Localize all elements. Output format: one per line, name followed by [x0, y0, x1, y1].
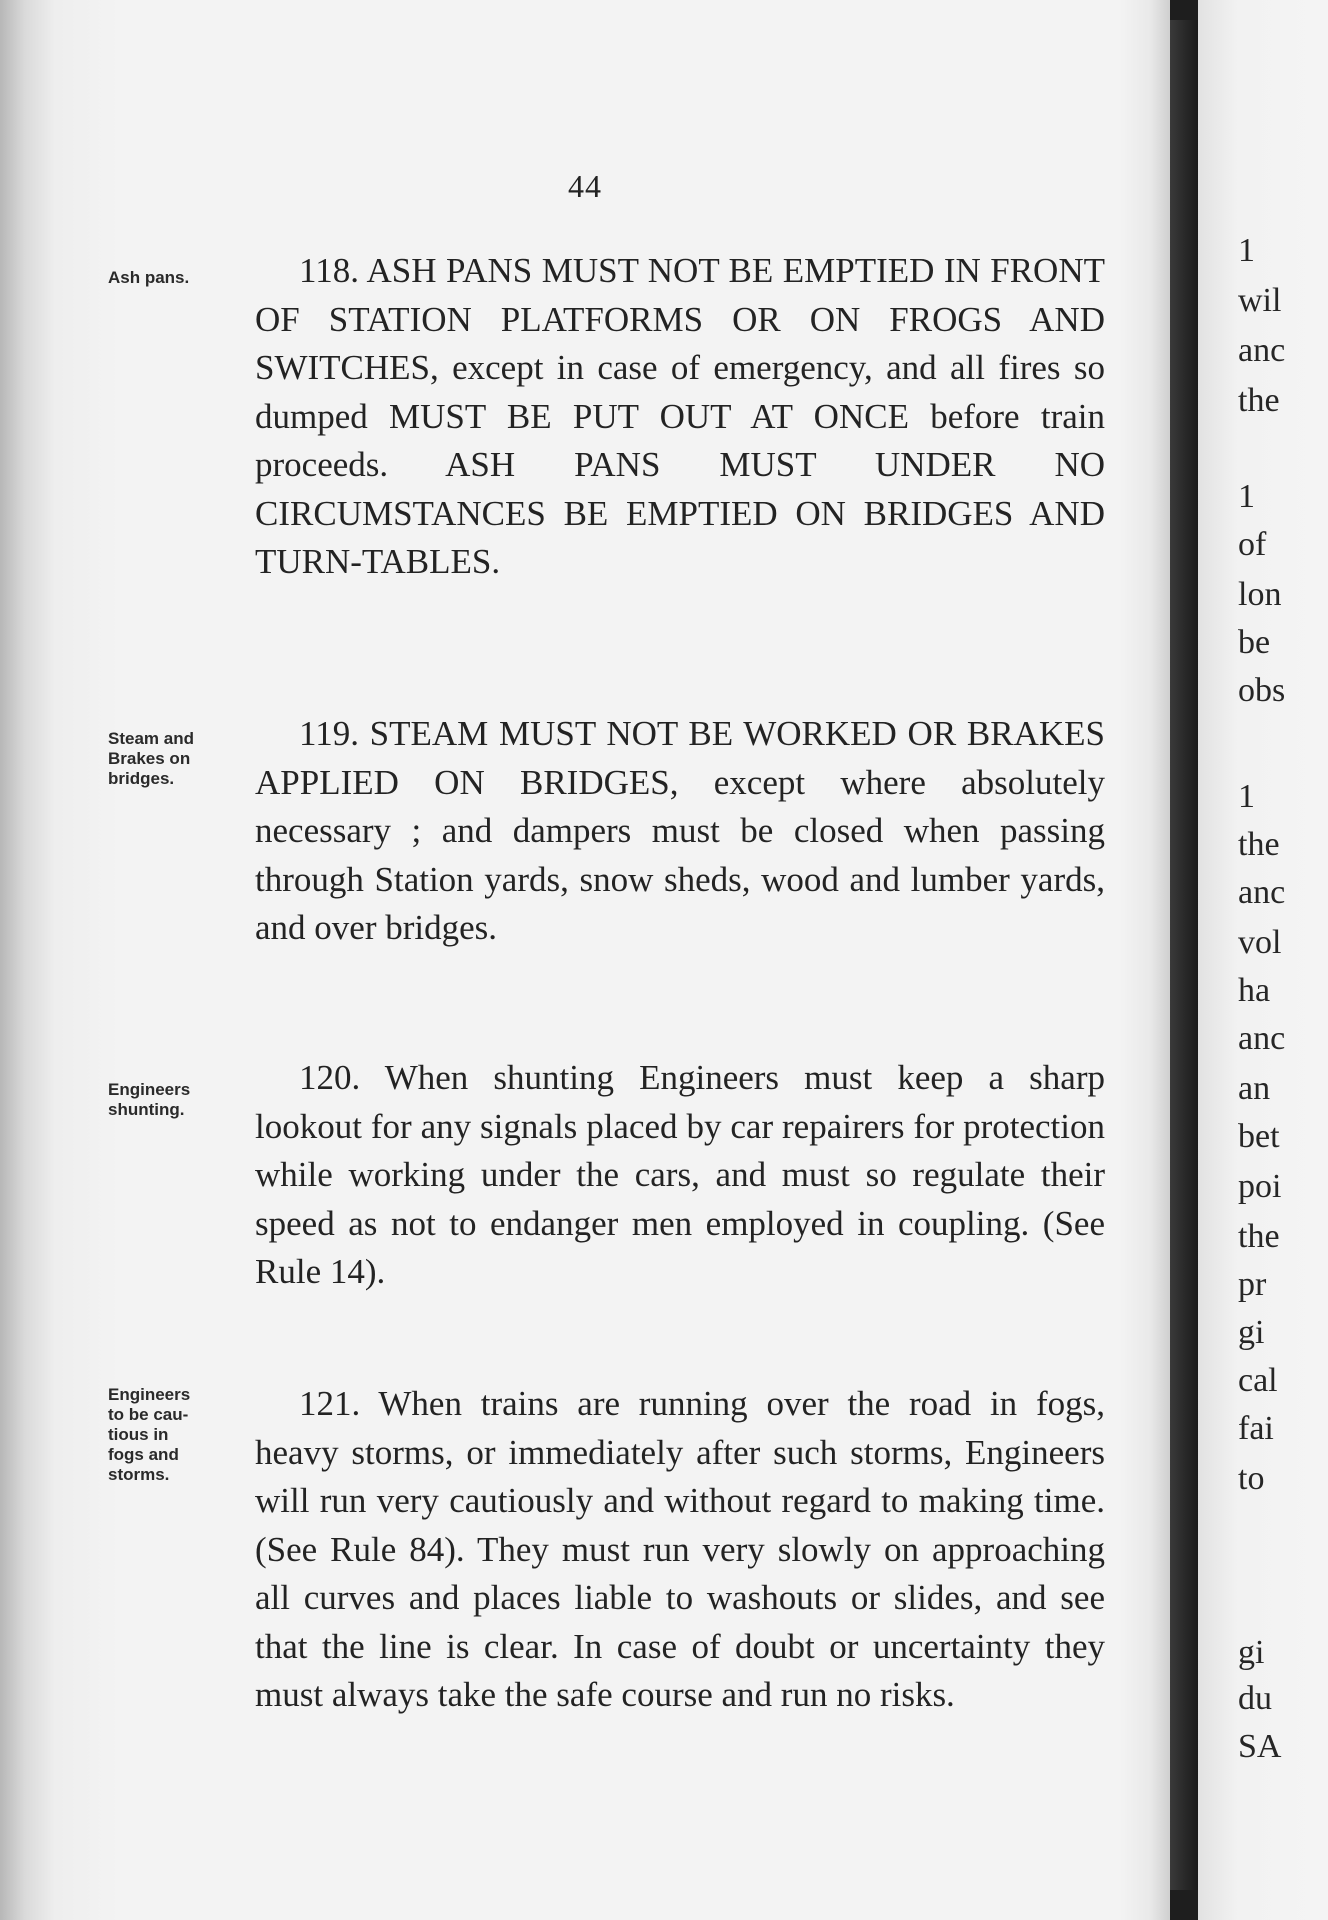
side-note-line: Engineers — [108, 1385, 191, 1404]
side-note-line: storms. — [108, 1465, 170, 1484]
rule-120 — [255, 1054, 1105, 1297]
facing-line: the — [1238, 382, 1280, 419]
facing-line: be — [1238, 624, 1271, 661]
facing-line: the — [1238, 826, 1280, 863]
side-note-line: to be cau- — [108, 1405, 189, 1424]
book-spine-edge — [1170, 20, 1198, 1890]
facing-line: wil — [1238, 282, 1282, 319]
rule-text: 119. STEAM MUST NOT BE WORKED OR BRAKES APPLIED ON BRIDGES, except where absolutely necessary ; and dampers must be closed when passing through Station yards, snow sheds, wood and lumber yards, and over bridges. — [255, 714, 1105, 947]
facing-line: poi — [1238, 1168, 1282, 1205]
rule-121 — [255, 1380, 1105, 1720]
facing-line: lon — [1238, 576, 1282, 613]
facing-line: gi — [1238, 1634, 1265, 1671]
facing-line: vol — [1238, 924, 1282, 961]
facing-line: bet — [1238, 1118, 1280, 1155]
facing-line: 1 — [1238, 778, 1255, 815]
rule-text: 121. When trains are running over the road in fogs, heavy storms, or immediately after such storms, Engineers will run very cautiously and without regard to making time. (See Rule 84). They must run very slowly on approaching all curves and places liable to washouts or slides, and see that the line is clear. In case of doubt or uncertainty they must always take the safe course and run no risks. — [255, 1384, 1105, 1714]
side-note-ash-pans — [108, 268, 253, 288]
facing-line: ha — [1238, 972, 1271, 1009]
page-number: 44 — [568, 168, 602, 204]
facing-line: gi — [1238, 1314, 1265, 1351]
side-note-line: bridges. — [108, 769, 175, 788]
rule-text: 118. ASH PANS MUST NOT BE EMPTIED IN FRONT OF STATION PLATFORMS OR ON FROGS AND SWITCHES, except in case of emergency, and all fires so dumped MUST BE PUT OUT AT ONCE before train proceeds. ASH PANS MUST UNDER NO CIRCUMSTANCES BE EMPTIED ON BRIDGES AND TURN-TABLES. — [255, 251, 1105, 581]
side-note-engineers-fogs — [108, 1385, 253, 1485]
facing-line: 1 — [1238, 478, 1255, 515]
rule-text: 120. When shunting Engineers must keep a sharp lookout for any signals placed by car repairers for protection while working under the cars, and must so regulate their speed as not to endanger men employed in coupling. (See Rule 14). — [255, 1058, 1105, 1291]
rule-118 — [255, 247, 1105, 587]
facing-line: 1 — [1238, 232, 1255, 269]
rule-119 — [255, 710, 1105, 953]
side-note-line: Brakes on — [108, 749, 191, 768]
facing-line: an — [1238, 1070, 1271, 1107]
side-note-line: tious in — [108, 1425, 169, 1444]
facing-line: cal — [1238, 1362, 1278, 1399]
facing-line: anc — [1238, 1020, 1286, 1057]
side-note-line: Engineers — [108, 1080, 191, 1099]
facing-line: obs — [1238, 672, 1286, 709]
facing-line: fai — [1238, 1410, 1274, 1447]
facing-line: anc — [1238, 332, 1286, 369]
facing-line: the — [1238, 1218, 1280, 1255]
facing-line: SA — [1238, 1728, 1282, 1765]
facing-line: du — [1238, 1680, 1272, 1717]
side-note-line: fogs and — [108, 1445, 179, 1464]
side-note-line: shunting. — [108, 1100, 185, 1119]
facing-page — [1198, 0, 1328, 1920]
facing-line: to — [1238, 1460, 1265, 1497]
facing-line: anc — [1238, 874, 1286, 911]
side-note-engineers-shunting — [108, 1080, 253, 1120]
facing-line: of — [1238, 526, 1267, 563]
facing-line: pr — [1238, 1266, 1267, 1303]
side-note-line: Ash pans. — [108, 268, 190, 287]
side-note-line: Steam and — [108, 729, 194, 748]
side-note-steam-brakes — [108, 729, 253, 789]
